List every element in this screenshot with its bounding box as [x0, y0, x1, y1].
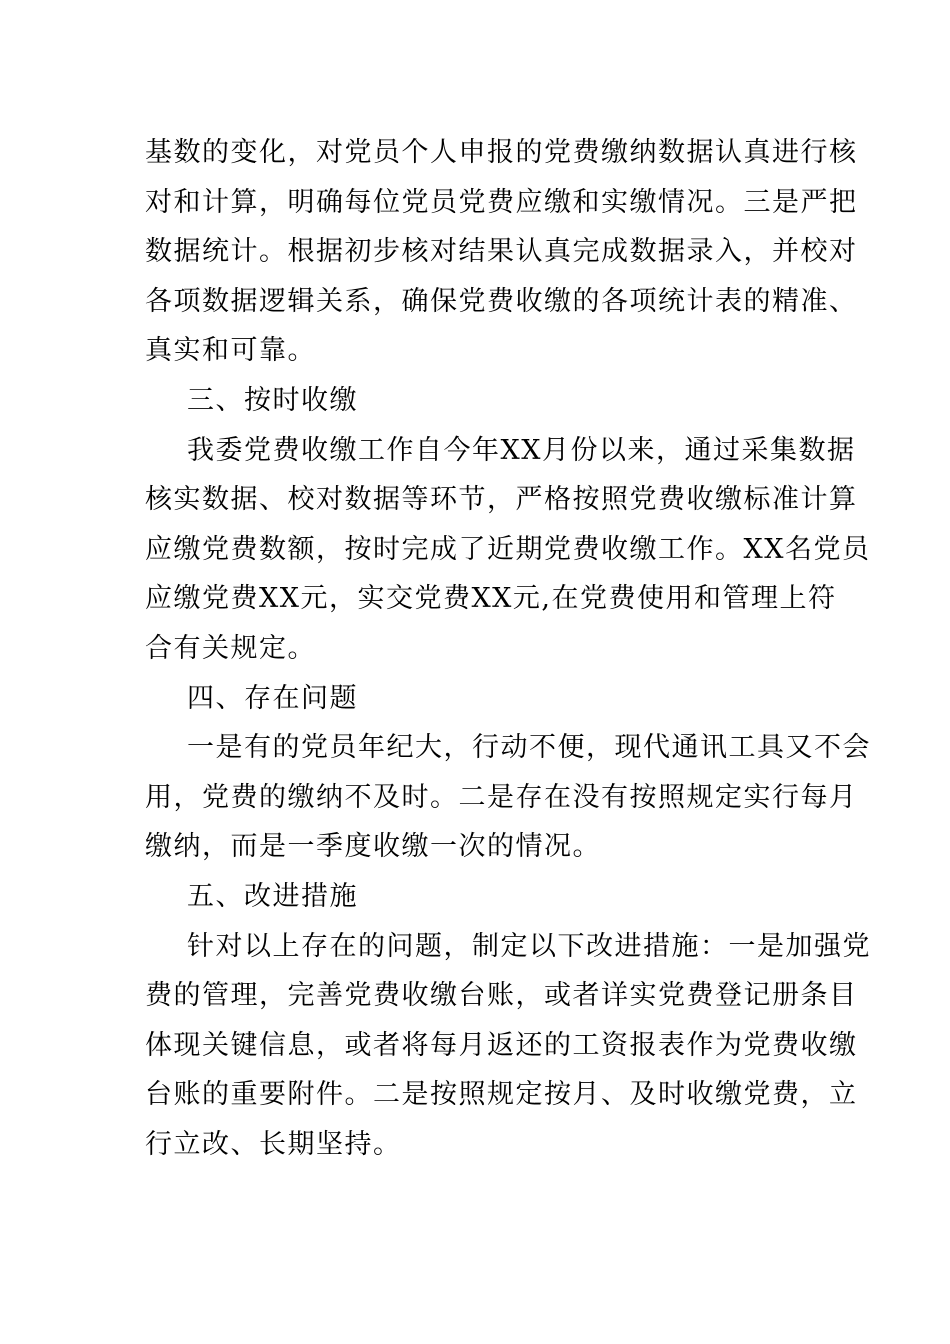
heading-text: 三、按时收缴	[187, 384, 358, 416]
text-line: 数据统计。根据初步核对结果认真完成数据录入，并校对	[145, 236, 858, 268]
text-line: 行立改、长期坚持。	[145, 1128, 402, 1160]
heading-text: 五、改进措施	[187, 880, 358, 912]
section-heading-4	[145, 674, 815, 724]
text-line: 费的管理，完善党费收缴台账，或者详实党费登记册条目	[145, 980, 858, 1012]
text-line: 基数的变化，对党员个人申报的党费缴纳数据认真进行核	[145, 137, 858, 168]
document-body	[145, 128, 871, 1169]
paragraph-timely-collection	[145, 426, 871, 674]
text-line: 合有关规定。	[145, 632, 316, 664]
text-line: 各项数据逻辑关系，确保党费收缴的各项统计表的精准、	[145, 285, 858, 317]
paragraph-existing-problems	[145, 723, 871, 872]
text-line: 一是有的党员年纪大，行动不便，现代通讯工具又不会	[187, 732, 871, 764]
paragraph-improvement-measures	[145, 922, 871, 1170]
text-line: 核实数据、校对数据等环节，严格按照党费收缴标准计算	[145, 484, 858, 516]
section-heading-5	[145, 872, 815, 922]
text-line: 缴纳，而是一季度收缴一次的情况。	[145, 831, 601, 863]
heading-text: 四、存在问题	[187, 682, 358, 714]
text-line: 体现关键信息，或者将每月返还的工资报表作为党费收缴	[145, 1029, 858, 1061]
text-line: 用，党费的缴纳不及时。二是存在没有按照规定实行每月	[145, 781, 858, 813]
text-line: 我委党费收缴工作自今年XX月份以来，通过采集数据	[187, 434, 856, 466]
paragraph-data-verification-continued	[145, 128, 858, 376]
section-heading-3	[145, 376, 815, 426]
text-line: 对和计算，明确每位党员党费应缴和实缴情况。三是严把	[145, 186, 858, 218]
text-line: 应缴党费XX元，实交党费XX元,在党费使用和管理上符	[145, 583, 837, 615]
text-line: 真实和可靠。	[145, 335, 316, 367]
text-line: 针对以上存在的问题，制定以下改进措施：一是加强党	[187, 930, 871, 962]
text-line: 应缴党费数额，按时完成了近期党费收缴工作。XX名党员	[145, 533, 871, 565]
text-line: 台账的重要附件。二是按照规定按月、及时收缴党费，立	[145, 1079, 858, 1111]
